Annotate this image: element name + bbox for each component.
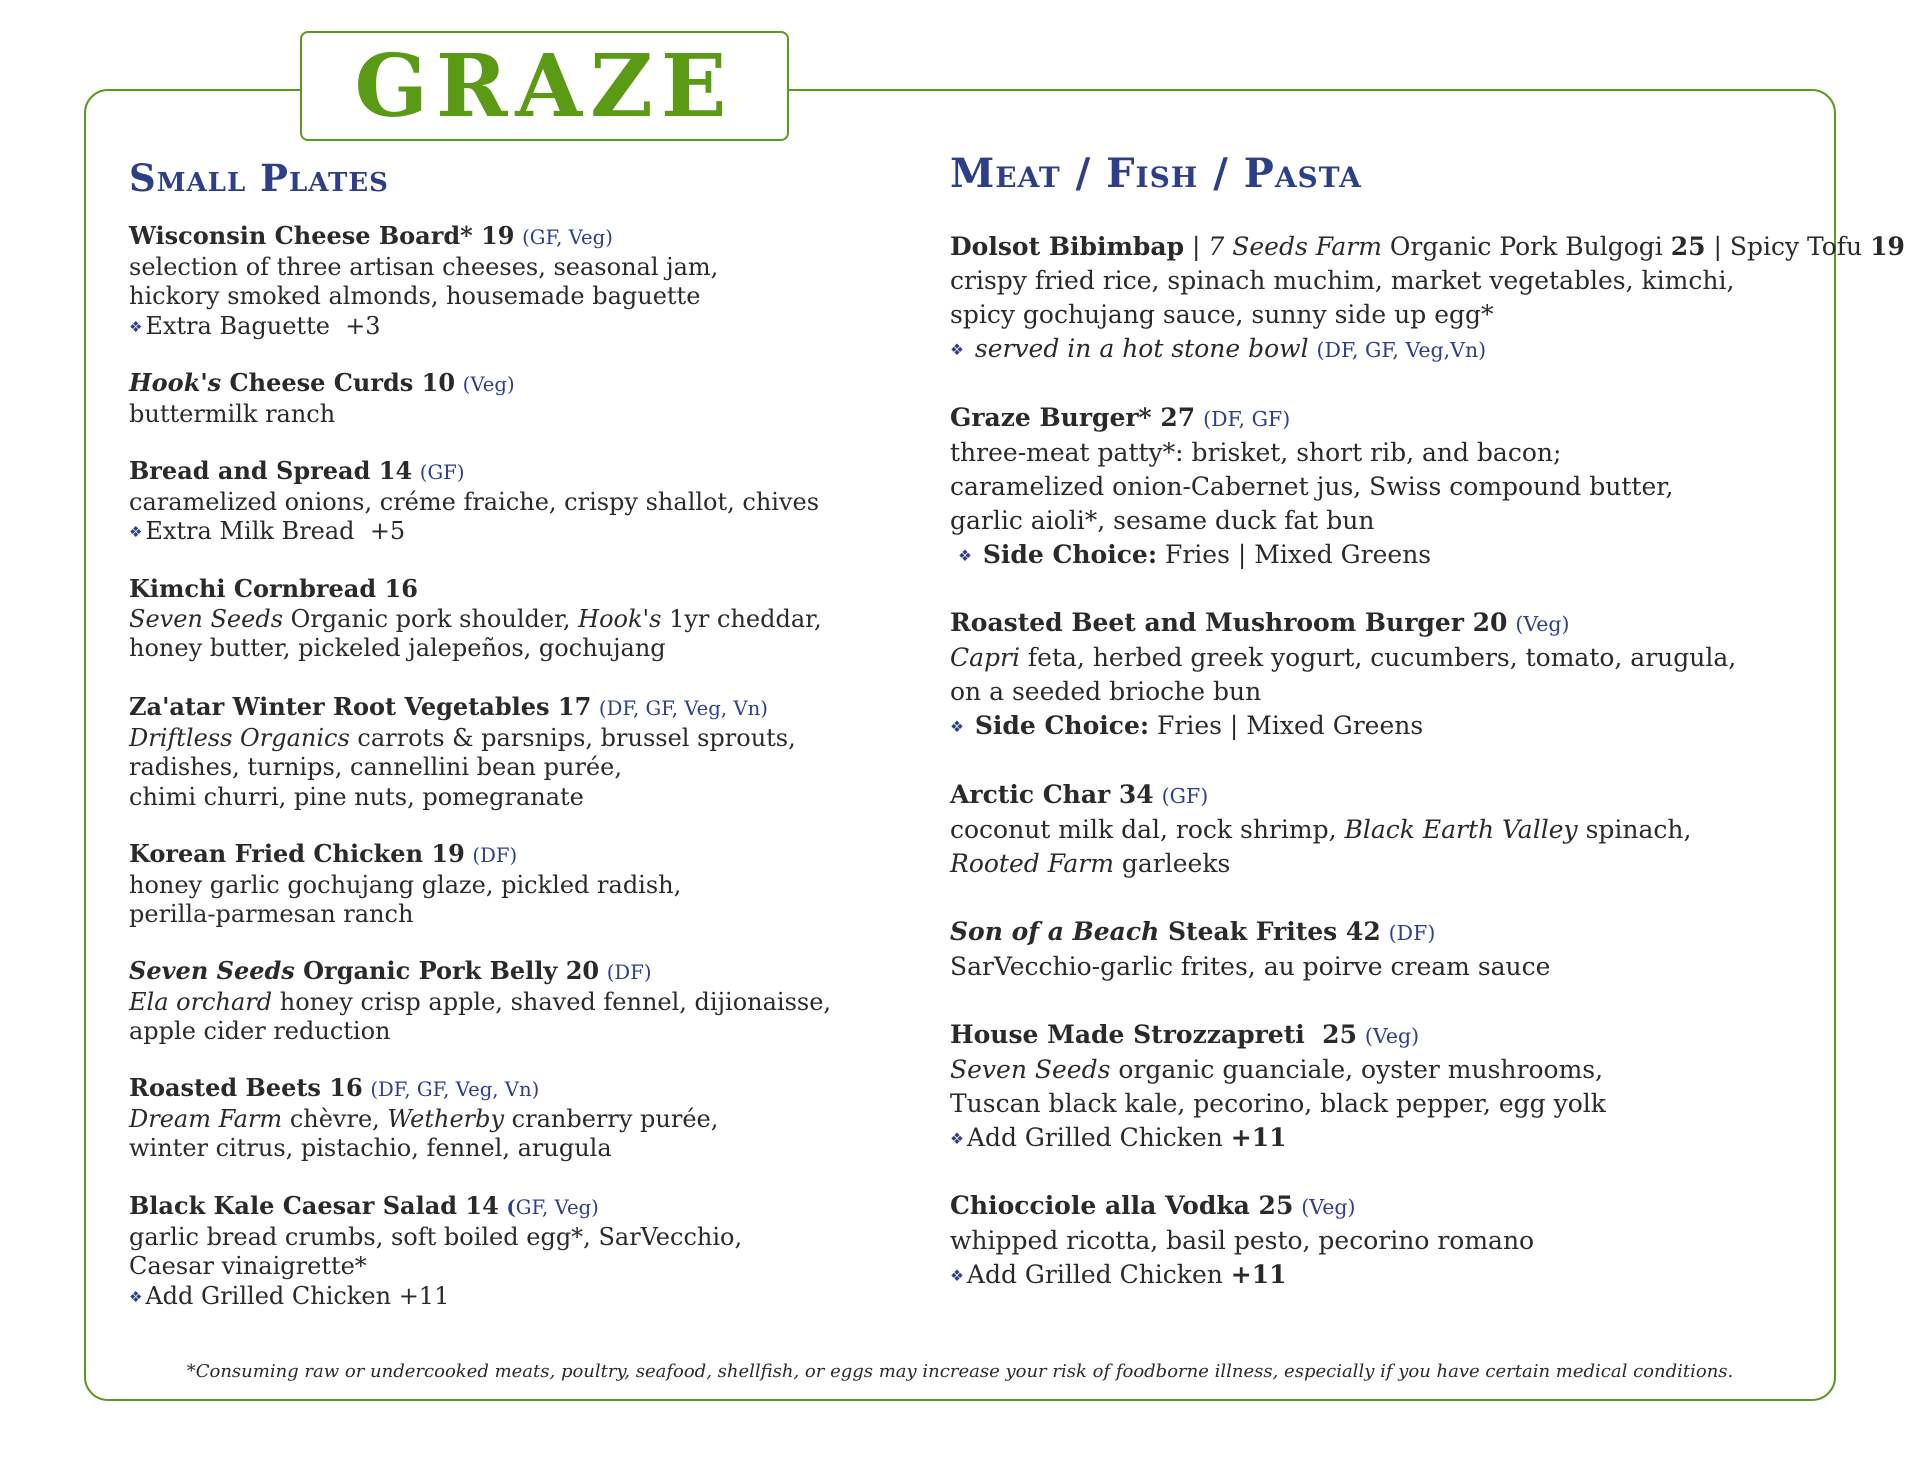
menu-item-bibimbap [950, 230, 1905, 367]
item-tags: (Veg) [1364, 1024, 1420, 1048]
item-tags: (DF) [472, 844, 518, 867]
item-name: Arctic Char 34 [950, 780, 1154, 809]
menu-item-pork-belly [129, 956, 831, 1047]
diamond-bullet-icon: ❖ [129, 1287, 143, 1306]
item-tags: (DF) [1388, 921, 1436, 945]
diamond-bullet-icon: ❖ [950, 341, 964, 359]
menu-item-kimchi-cornbread [129, 574, 822, 664]
menu-item-cheese-board [129, 221, 718, 342]
item-desc: three-meat patty*: brisket, short rib, and bacon; [950, 438, 1562, 467]
menu-item-korean-fried-chicken [129, 839, 681, 930]
menu-item-beet-mushroom-burger [950, 606, 1736, 744]
item-tags: (Veg) [1301, 1195, 1356, 1219]
item-desc: radishes, turnips, cannellini bean purée, [129, 753, 622, 781]
item-desc: whipped ricotta, basil pesto, pecorino romano [950, 1226, 1535, 1255]
menu-item-roasted-beets [129, 1073, 718, 1164]
diamond-bullet-icon: ❖ [950, 718, 964, 736]
item-desc: on a seeded brioche bun [950, 677, 1262, 706]
item-desc: perilla-parmesan ranch [129, 900, 414, 928]
item-tags: (DF) [606, 961, 652, 984]
logo [300, 31, 789, 141]
item-desc: hickory smoked almonds, housemade baguette [129, 282, 701, 310]
item-tags: (DF, GF, Veg, Vn) [370, 1078, 540, 1101]
menu-item-caesar-salad [129, 1191, 742, 1312]
item-option: ❖ Side Choice: Fries | Mixed Greens [950, 711, 1424, 740]
item-name: Son of a Beach Steak Frites 42 [950, 917, 1381, 946]
item-desc: SarVecchio-garlic frites, au poirve cream sauce [950, 952, 1551, 981]
item-option: ❖ Extra Baguette +3 [129, 311, 381, 340]
item-desc: selection of three artisan cheeses, seasonal jam, [129, 252, 719, 281]
item-tags: (GF) [419, 461, 465, 484]
item-desc: caramelized onions, créme fraiche, crispy shallot, chives [129, 487, 820, 516]
item-name: Wisconsin Cheese Board* 19 [129, 221, 515, 250]
menu-item-graze-burger [950, 401, 1673, 573]
menu-item-arctic-char [950, 778, 1691, 881]
item-option: ❖ Side Choice: Fries | Mixed Greens [957, 540, 1432, 569]
item-desc: Seven Seeds organic guanciale, oyster mushrooms, [950, 1055, 1604, 1084]
logo-text: GRAZE [354, 36, 735, 137]
item-option: ❖ Add Grilled Chicken +11 [129, 1281, 450, 1310]
menu-item-zaatar-vegetables [129, 692, 796, 812]
item-tags: (Veg) [1515, 612, 1570, 636]
diamond-bullet-icon: ❖ [129, 523, 143, 541]
item-option: ❖ Extra Milk Bread +5 [129, 517, 406, 545]
item-tags: (DF, GF) [1203, 407, 1291, 431]
item-desc: Caesar vinaigrette* [129, 1252, 367, 1280]
item-tags: (GF, Veg) [506, 1196, 599, 1219]
item-name: Hook's Cheese Curds 10 [129, 368, 456, 397]
item-desc: Capri feta, herbed greek yogurt, cucumbers, tomato, arugula, [950, 643, 1737, 672]
menu-item-steak-frites [950, 915, 1550, 984]
item-name: House Made Strozzapreti 25 [950, 1020, 1357, 1049]
disclaimer: *Consuming raw or undercooked meats, poultry, seafood, shellfish, or eggs may increase your risk of foodborne illness, especially if you have certain medical conditions. [186, 1361, 1734, 1382]
item-option: ❖ Add Grilled Chicken +11 [950, 1260, 1287, 1289]
item-tags: (Veg) [462, 373, 515, 396]
diamond-bullet-icon: ❖ [950, 1130, 964, 1148]
item-desc: garlic bread crumbs, soft boiled egg*, SarVecchio, [129, 1222, 743, 1251]
item-option: ❖ Add Grilled Chicken +11 [950, 1123, 1287, 1152]
menu-item-bread-and-spread [129, 456, 819, 548]
item-name: Dolsot Bibimbap | 7 Seeds Farm Organic Pork Bulgogi 25 | Spicy Tofu 19 [950, 232, 1905, 261]
item-desc: coconut milk dal, rock shrimp, Black Earth Valley spinach, [950, 815, 1692, 844]
item-desc: honey garlic gochujang glaze, pickled radish, [129, 870, 682, 899]
item-name: Roasted Beets 16 [129, 1073, 363, 1102]
item-desc: chimi churri, pine nuts, pomegranate [129, 782, 584, 811]
diamond-bullet-icon: ❖ [957, 547, 972, 565]
item-option: ❖ served in a hot stone bowl (DF, GF, Veg,Vn) [950, 334, 1487, 363]
menu-item-strozzapreti [950, 1018, 1606, 1156]
item-name: Bread and Spread 14 [129, 456, 413, 485]
menu-item-cheese-curds [129, 368, 515, 429]
item-desc: Ela orchard honey crisp apple, shaved fennel, dijionaisse, [129, 987, 832, 1016]
section-title-meat-fish-pasta: Meat / Fish / Pasta [950, 150, 1362, 197]
item-desc: spicy gochujang sauce, sunny side up egg* [950, 300, 1494, 329]
item-desc: winter citrus, pistachio, fennel, arugula [129, 1134, 612, 1162]
item-name: Seven Seeds Organic Pork Belly 20 [129, 956, 600, 985]
item-desc: caramelized onion-Cabernet jus, Swiss compound butter, [950, 472, 1674, 501]
item-desc: Tuscan black kale, pecorino, black pepper, egg yolk [950, 1089, 1606, 1118]
item-desc: crispy fried rice, spinach muchim, market vegetables, kimchi, [950, 266, 1735, 295]
item-name: Za'atar Winter Root Vegetables 17 [129, 692, 592, 721]
menu-item-chiocciole [950, 1189, 1534, 1293]
item-tags: (DF, GF, Veg, Vn) [598, 697, 768, 720]
item-desc: Driftless Organics carrots & parsnips, brussel sprouts, [129, 723, 796, 752]
item-name: Chiocciole alla Vodka 25 [950, 1191, 1294, 1220]
item-desc: honey butter, pickeled jalepeños, gochujang [129, 634, 666, 662]
item-desc: Seven Seeds Organic pork shoulder, Hook's 1yr cheddar, [129, 604, 822, 633]
item-desc: Rooted Farm garleeks [950, 849, 1231, 878]
item-name: Graze Burger* 27 [950, 403, 1196, 432]
item-desc: Dream Farm chèvre, Wetherby cranberry purée, [129, 1104, 719, 1133]
item-name: Korean Fried Chicken 19 [129, 839, 465, 868]
item-desc: buttermilk ranch [129, 399, 336, 428]
item-name: Kimchi Cornbread 16 [129, 574, 418, 603]
item-name: Black Kale Caesar Salad 14 [129, 1191, 499, 1220]
item-tags: (GF) [1161, 784, 1209, 808]
section-title-small-plates: Small Plates [129, 156, 389, 200]
item-desc: garlic aioli*, sesame duck fat bun [950, 506, 1375, 535]
item-desc: apple cider reduction [129, 1017, 391, 1045]
item-tags: (GF, Veg) [522, 226, 613, 249]
item-name: Roasted Beet and Mushroom Burger 20 [950, 608, 1508, 637]
diamond-bullet-icon: ❖ [950, 1267, 964, 1285]
diamond-bullet-icon: ❖ [129, 317, 143, 336]
